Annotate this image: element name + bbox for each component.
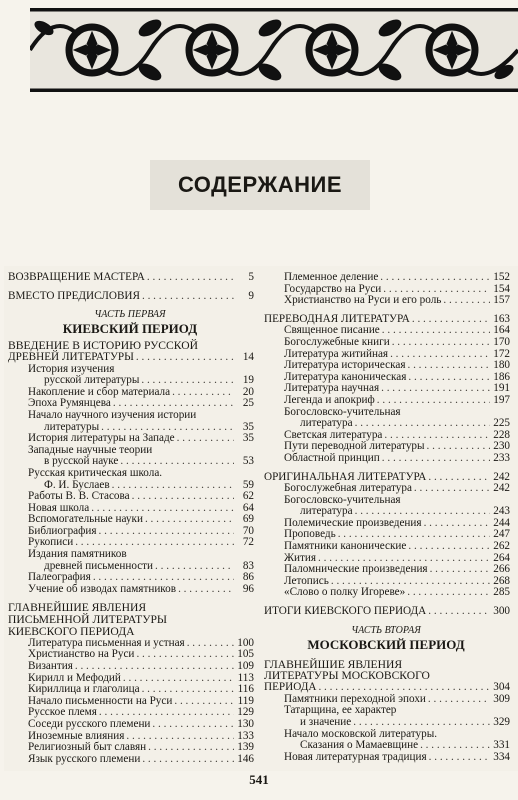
- toc-entry-title: Религиозный быт славян: [28, 741, 147, 754]
- toc-entry-page: 152: [493, 271, 510, 283]
- toc-entry-page: 285: [493, 586, 510, 599]
- toc-entry-title: Памятники канонические: [284, 540, 407, 553]
- page-number: 541: [249, 772, 269, 787]
- toc-entry: [262, 483, 510, 495]
- toc-entry-title: Русское племя: [28, 706, 97, 719]
- dot-leader: [382, 453, 490, 465]
- dot-leader: [142, 754, 234, 766]
- page-title: СОДЕРЖАНИЕ: [177, 172, 343, 197]
- dot-leader: [407, 360, 490, 372]
- toc-entry-title: Татарщина, ее характер: [284, 704, 397, 717]
- dot-leader: [99, 526, 234, 538]
- dot-leader: [132, 491, 234, 503]
- toc-entry-title: Жития: [284, 551, 317, 564]
- toc-entry-page: 247: [493, 528, 510, 541]
- toc-entry-title: ВОЗВРАЩЕНИЕ МАСТЕРА: [8, 271, 145, 283]
- toc-entry: [262, 717, 510, 729]
- toc-entry: [6, 468, 254, 480]
- toc-entry: [262, 360, 510, 372]
- toc-entry-title: Новая школа: [28, 501, 90, 514]
- page-title-band: [150, 160, 370, 210]
- toc-entry: [6, 584, 254, 596]
- part-label: ЧАСТЬ ПЕРВАЯ: [94, 309, 166, 321]
- decorative-ornament-band: [30, 8, 518, 92]
- toc-entry-title: Летопись: [284, 574, 329, 587]
- toc-entry-title: древней письменности: [44, 559, 154, 572]
- toc-entry-page: 96: [242, 582, 254, 595]
- dot-leader: [142, 291, 234, 303]
- dot-leader: [353, 717, 490, 729]
- toc-entry-title: Византия: [28, 660, 73, 673]
- toc-entry-page: 116: [237, 683, 254, 696]
- toc-entry-title: Эпоха Румянцева: [28, 397, 111, 410]
- dot-leader: [420, 740, 490, 752]
- toc-entry-title: Богослужебные книги: [284, 335, 390, 348]
- toc-entry-page: 225: [493, 417, 510, 430]
- toc-entry-page: 70: [242, 524, 254, 537]
- toc-entry-title: в русской науке: [44, 455, 119, 468]
- toc-entry-title: «Слово о полку Игореве»: [284, 586, 406, 599]
- toc-entry-title: Племенное деление: [284, 271, 379, 283]
- toc-entry-page: 105: [237, 648, 254, 661]
- toc-entry-title: Библиография: [28, 524, 97, 537]
- toc-entry-title: Кирилл и Мефодий: [28, 671, 121, 684]
- toc-entry-title: Палеография: [28, 571, 91, 584]
- toc-entry-title: Светская литература: [284, 428, 383, 441]
- toc-entry-page: 14: [242, 350, 254, 363]
- dot-leader: [152, 719, 234, 731]
- toc-entry: [262, 541, 510, 553]
- toc-entry: [6, 754, 254, 766]
- toc-entry-title: Литература каноническая: [284, 370, 407, 383]
- toc-entry-page: 53: [242, 455, 254, 468]
- toc-entry-page: 262: [493, 540, 510, 553]
- dot-leader: [75, 661, 234, 673]
- toc-entry-page: 180: [493, 359, 510, 372]
- toc-entry-title: Рукописи: [28, 536, 74, 549]
- toc-entry-title: Литература житийная: [284, 347, 389, 360]
- dot-leader: [429, 752, 490, 764]
- dot-leader: [424, 518, 490, 530]
- dot-leader: [355, 418, 490, 430]
- toc-entry-page: 25: [242, 397, 254, 410]
- dot-leader: [428, 606, 490, 618]
- toc-entry-title: История изучения: [28, 362, 115, 375]
- toc-entry-title: Начало московской литературы.: [284, 727, 438, 740]
- toc-entry-page: 170: [493, 335, 510, 348]
- toc-entry-page: 86: [242, 571, 254, 584]
- toc-right-column: [262, 272, 510, 763]
- dot-leader: [414, 483, 490, 495]
- part-label: ЧАСТЬ ВТОРАЯ: [351, 624, 421, 636]
- part-title: КИЕВСКИЙ ПЕРИОД: [62, 321, 198, 337]
- toc-entry-page: 309: [493, 692, 510, 705]
- toc-entry-title: ПЕРИОДА: [264, 681, 317, 694]
- toc-entry-page: 72: [242, 536, 254, 549]
- toc-entry-page: 242: [493, 482, 510, 495]
- toc-entry-page: 264: [493, 551, 510, 564]
- toc-entry: [6, 410, 254, 422]
- dot-leader: [430, 564, 490, 576]
- toc-entry: [262, 395, 510, 407]
- dot-leader: [408, 541, 490, 553]
- toc-entry-title: и значение: [300, 716, 352, 728]
- toc-entry: [6, 719, 254, 731]
- toc-entry-page: 164: [493, 324, 510, 337]
- toc-entry-title: Священное писание: [284, 324, 380, 337]
- dot-leader: [136, 352, 234, 364]
- toc-entry: [6, 661, 254, 673]
- toc-entry: [6, 291, 254, 303]
- toc-entry-title: Литература историческая: [284, 359, 406, 372]
- toc-entry: [262, 453, 510, 465]
- toc-entry-title: Христианство на Руси: [28, 648, 135, 661]
- toc-entry-title: Сказания о Мамаевщине: [300, 739, 419, 752]
- spacer: [262, 618, 510, 625]
- dot-leader: [178, 584, 234, 596]
- dot-leader: [443, 295, 490, 307]
- dot-leader: [147, 272, 234, 284]
- toc-entry-title: Накопление и сбор материала: [28, 385, 171, 398]
- toc-entry-title: литература: [300, 505, 353, 518]
- toc-entry-title: ИТОГИ КИЕВСКОГО ПЕРИОДА: [264, 605, 427, 618]
- toc-entry-title: Областной принцип: [284, 451, 380, 464]
- dot-leader: [377, 395, 490, 407]
- toc-entry-page: 64: [242, 501, 254, 514]
- toc-entry: [262, 606, 510, 618]
- toc-entry-title: Язык русского племени: [28, 752, 141, 765]
- toc-entry: [6, 549, 254, 561]
- toc-entry-title: Иноземные влияния: [28, 729, 125, 742]
- toc-entry-page: 233: [493, 451, 510, 464]
- toc-entry: [6, 491, 254, 503]
- toc-entry-page: 228: [493, 428, 510, 441]
- toc-entry-title: ОРИГИНАЛЬНАЯ ЛИТЕРАТУРА: [264, 470, 427, 483]
- toc-entry-page: 197: [493, 393, 510, 406]
- dot-leader: [381, 383, 490, 395]
- dot-leader: [174, 696, 234, 708]
- toc-entry: [6, 352, 254, 364]
- section-heading: ГЛАВНЕЙШИЕ ЯВЛЕНИЯ: [8, 601, 147, 615]
- toc-entry-page: 133: [237, 729, 254, 742]
- toc-entry-page: 268: [493, 574, 510, 587]
- toc-entry-title: Ф. И. Буслаев: [44, 478, 110, 491]
- dot-leader: [390, 349, 490, 361]
- toc-entry-page: 266: [493, 563, 510, 576]
- toc-entry-page: 304: [493, 681, 510, 694]
- toc-entry-title: Учение об изводах памятников: [28, 582, 177, 595]
- dot-leader: [428, 472, 490, 484]
- dot-leader: [427, 441, 490, 453]
- toc-entry-title: ПЕРЕВОДНАЯ ЛИТЕРАТУРА: [264, 312, 410, 325]
- dot-leader: [155, 561, 234, 573]
- toc-entry-title: ВМЕСТО ПРЕДИСЛОВИЯ: [8, 289, 140, 302]
- toc-entry-title: Русская критическая школа.: [28, 466, 163, 479]
- toc-entry-title: литература: [300, 417, 353, 430]
- dot-leader: [380, 272, 490, 284]
- toc-entry-title: русской литературы: [44, 374, 140, 387]
- toc-entry-title: Богословско-учительная: [284, 405, 401, 418]
- section-heading: ПИСЬМЕННОЙ ЛИТЕРАТУРЫ: [8, 613, 168, 627]
- toc-entry-title: Пути переводной литературы: [284, 440, 425, 453]
- toc-entry-title: Богословско-учительная: [284, 493, 401, 506]
- toc-entry-title: Христианство на Руси и его роль: [284, 294, 442, 307]
- toc-entry-title: Литература научная: [284, 382, 380, 395]
- toc-entry-page: 109: [237, 660, 254, 673]
- section-heading: КИЕВСКОГО ПЕРИОДА: [8, 625, 135, 639]
- toc-entry-page: 300: [493, 605, 510, 618]
- dot-leader: [187, 638, 234, 650]
- toc-entry-page: 9: [248, 289, 254, 302]
- dot-leader: [136, 649, 234, 661]
- toc-entry-title: История литературы на Западе: [28, 432, 175, 445]
- dot-leader: [148, 742, 234, 754]
- toc-entry-title: Кириллица и глаголица: [28, 683, 140, 696]
- toc-entry-page: 62: [242, 490, 254, 503]
- toc-entry-title: Литература письменная и устная: [28, 636, 185, 649]
- toc-entry-title: Полемические произведения: [284, 516, 422, 529]
- toc-entry-page: 172: [493, 347, 510, 360]
- spacer: [6, 302, 254, 309]
- toc-entry: [262, 272, 510, 284]
- toc-entry-page: 329: [493, 716, 510, 728]
- dot-leader: [428, 694, 490, 706]
- toc-entry-page: 19: [242, 374, 254, 387]
- toc-entry-title: Западные научные теории: [28, 443, 153, 456]
- floral-ornament-icon: [30, 8, 518, 92]
- toc-entry: [6, 433, 254, 445]
- section-heading: ЛИТЕРАТУРЫ МОСКОВСКОГО: [264, 669, 430, 683]
- toc-entry-page: 35: [242, 420, 254, 433]
- toc-entry-page: 163: [493, 312, 510, 325]
- toc-entry-title: Государство на Руси: [284, 282, 382, 295]
- toc-entry-page: 20: [242, 385, 254, 398]
- toc-entry: [262, 418, 510, 430]
- toc-entry-title: Работы В. В. Стасова: [28, 490, 130, 503]
- dot-leader: [408, 372, 490, 384]
- dot-leader: [172, 387, 234, 399]
- dot-leader: [407, 587, 490, 599]
- toc-entry-title: литературы: [44, 420, 100, 433]
- toc-entry-page: 334: [493, 750, 510, 763]
- toc-entry-page: 191: [493, 382, 510, 395]
- toc-entry-page: 139: [237, 741, 254, 754]
- dot-leader: [145, 514, 234, 526]
- toc-entry-page: 83: [242, 559, 254, 572]
- toc-entry-title: Проповедь: [284, 528, 336, 541]
- dot-leader: [177, 433, 234, 445]
- toc-entry-title: Легенда и апокриф: [284, 393, 375, 406]
- toc-entry-title: Вспомогательные науки: [28, 513, 143, 526]
- toc-entry-page: 154: [493, 282, 510, 295]
- dot-leader: [392, 337, 490, 349]
- toc-entry-page: 113: [237, 671, 254, 684]
- part-title: МОСКОВСКИЙ ПЕРИОД: [307, 636, 465, 652]
- toc-entry-title: Начало письменности на Руси: [28, 694, 173, 707]
- toc-entry: [262, 295, 510, 307]
- toc-entry-title: Издания памятников: [28, 548, 127, 561]
- toc-entry-title: Паломнические произведения: [284, 563, 428, 576]
- toc-entry-page: 230: [493, 440, 510, 453]
- section-heading: ГЛАВНЕЙШИЕ ЯВЛЕНИЯ: [264, 657, 403, 671]
- toc-entry-page: 146: [237, 752, 254, 765]
- toc-entry-page: 186: [493, 370, 510, 383]
- section-heading: ВВЕДЕНИЕ В ИСТОРИЮ РУССКОЙ: [8, 339, 198, 353]
- toc-entry-page: 242: [493, 470, 510, 483]
- dot-leader: [412, 314, 490, 326]
- dot-leader: [382, 325, 490, 337]
- toc-entry-page: 129: [237, 706, 254, 719]
- toc-left-column: [6, 272, 254, 765]
- toc-entry-page: 69: [242, 513, 254, 526]
- toc-entry: [262, 337, 510, 349]
- toc-entry: [262, 587, 510, 599]
- toc-entry-page: 243: [493, 505, 510, 518]
- toc-entry-title: Новая литературная традиция: [284, 750, 427, 763]
- toc-entry-title: Начало научного изучения истории: [28, 408, 197, 421]
- toc-entry-page: 130: [237, 718, 254, 730]
- toc-entry-page: 35: [242, 432, 254, 445]
- toc-entry-page: 100: [237, 636, 254, 649]
- toc-entry-page: 331: [493, 739, 510, 752]
- toc-entry-page: 244: [493, 516, 510, 529]
- toc-entry-page: 59: [242, 478, 254, 491]
- toc-entry-title: ДРЕВНЕЙ ЛИТЕРАТУРЫ: [8, 350, 134, 363]
- toc-entry-page: 5: [248, 271, 254, 283]
- toc-entry-title: Соседи русского племени: [28, 718, 151, 730]
- toc-entry-page: 119: [237, 694, 254, 707]
- toc-entry-title: Памятники переходной эпохи: [284, 692, 426, 705]
- toc-entry-page: 157: [493, 294, 510, 307]
- toc-entry: [262, 752, 510, 764]
- toc-entry-title: Богослужебная литература: [284, 482, 412, 495]
- toc-entry: [6, 272, 254, 284]
